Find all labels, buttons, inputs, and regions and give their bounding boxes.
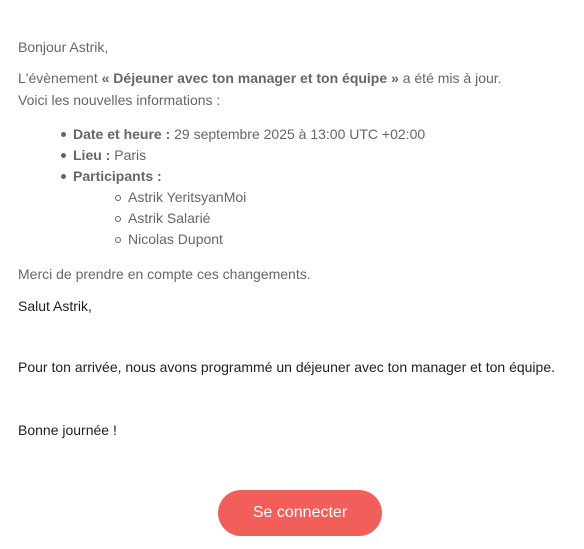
- participant-item: Astrik YeritsyanMoi: [128, 187, 425, 208]
- detail-place: [73, 145, 425, 166]
- participant-item: Nicolas Dupont: [128, 229, 425, 250]
- detail-participants: [73, 166, 425, 250]
- update-notice: [18, 68, 502, 88]
- closing-text: Bonne journée !: [18, 422, 117, 438]
- detail-place-value: Paris: [110, 147, 147, 163]
- login-button[interactable]: Se connecter: [218, 490, 382, 536]
- detail-date-value: 29 septembre 2025 à 13:00 UTC +02:00: [170, 126, 426, 142]
- detail-participants-label: Participants :: [73, 168, 162, 184]
- detail-date-label: Date et heure :: [73, 126, 171, 142]
- participant-item: Astrik Salarié: [128, 208, 425, 229]
- update-notice-prefix: L'évènement: [18, 70, 102, 86]
- salutation: Salut Astrik,: [18, 298, 92, 314]
- event-details-list: [73, 124, 425, 250]
- detail-place-label: Lieu :: [73, 147, 111, 163]
- detail-date: [73, 124, 425, 145]
- event-title: « Déjeuner avec ton manager et ton équipe »: [101, 70, 399, 86]
- arrival-message: Pour ton arrivée, nous avons programmé un déjeuner avec ton manager et ton équipe.: [18, 359, 555, 375]
- participants-list: [73, 187, 425, 250]
- thanks-text: Merci de prendre en compte ces changements.: [18, 266, 311, 282]
- greeting: Bonjour Astrik,: [18, 39, 109, 55]
- update-notice-suffix: a été mis à jour.: [398, 70, 502, 86]
- new-info-intro: Voici les nouvelles informations :: [18, 92, 221, 108]
